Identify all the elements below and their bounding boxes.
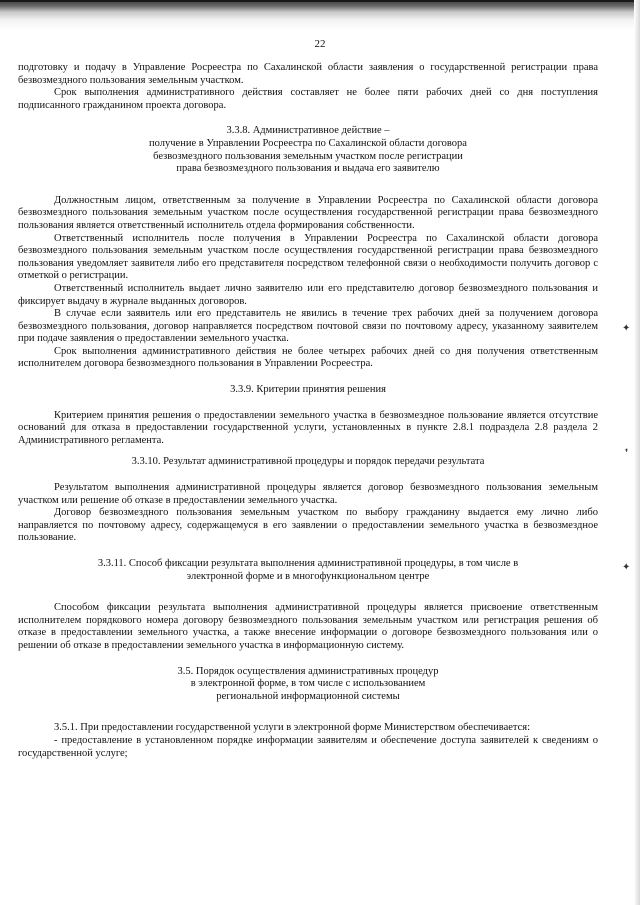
paragraph: Критерием принятия решения о предоставлении земельного участка в безвозмездное пользование является отсутствие оснований для отказа в предоставлении государственной услуги, установленных в пункте 2.8.1 подраздела 2.8 раздела 2 Административного регламента.: [18, 409, 598, 446]
paragraph: 3.5.1. При предоставлении государственной услуги в электронной форме Министерством обеспечивается:: [54, 722, 531, 734]
paragraph: Должностным лицом, ответственным за получение в Управлении Росреестра по Сахалинской области договора безвозмездного пользования земельным участком после осуществления государственной регистрации права безвозмездного пользования является ответственный исполнитель отдела формирования собственности.: [18, 194, 598, 231]
paragraph: Ответственный исполнитель выдает лично заявителю или его представителю договор безвозмездного пользования и фиксирует выдачу в журнале выданных договоров.: [18, 282, 598, 307]
paragraph: Результатом выполнения административной процедуры является договор безвозмездного пользования земельным участком или решение об отказе в предоставлении земельного участка.: [18, 482, 598, 506]
paragraph: Срок выполнения административного действия не более четырех рабочих дней со дня получения ответственным исполнителем договора безвозмездного пользования в Управлении Росреестра.: [18, 345, 598, 370]
section-heading-3-3-8-line: безвозмездного пользования земельным участком после регистрации: [153, 150, 463, 162]
document-body: [18, 62, 598, 760]
paragraph: Способом фиксации результата выполнения административной процедуры является присвоение ответственным исполнителем порядкового номера договору безвозмездного пользования земельным участком или регистрация решения об отказе в предоставлении земельного участка, а также внесение информации о договоре безвозмездного пользования или о решении об отказе в предоставлении земельного участка в информационную систему.: [18, 602, 598, 651]
page-number: 22: [314, 38, 326, 50]
section-heading-3-3-8: 3.3.8. Административное действие –: [226, 125, 390, 137]
section-heading-3-5: 3.5. Порядок осуществления административных процедур: [177, 665, 439, 677]
section-heading-3-3-11: 3.3.11. Способ фиксации результата выполнения административной процедуры, в том числе в: [97, 558, 519, 569]
paragraph: В случае если заявитель или его представитель не явились в течение трех рабочих дней за получением договора безвозмездного пользования, договор направляется посредством почтовой связи по почтовому адресу, указанному заявителем при подаче заявления о предоставлении земельного участка.: [18, 308, 598, 345]
scan-shadow-right: [634, 0, 640, 905]
section-heading-3-3-8-line: права безвозмездного пользования и выдача его заявителю: [176, 163, 440, 175]
section-heading-3-5-line: региональной информационной системы: [216, 690, 400, 702]
section-heading-3-3-11-line: электронной форме и в многофункциональном центре: [186, 570, 430, 582]
paragraph: Ответственный исполнитель после получения в Управлении Росреестра по Сахалинской области договора безвозмездного пользования земельным участком после осуществления государственной регистрации права безвозмездного пользования уведомляет заявителя либо его представителя посредством телефонной связи о необходимости получить договор с отметкой о регистрации.: [18, 232, 598, 282]
scan-artifact-mark: ✦: [622, 562, 631, 573]
paragraph: Срок выполнения административного действия составляет не более пяти рабочих дней со дня поступления подписанного гражданином проекта договора.: [18, 87, 598, 111]
paragraph: Договор безвозмездного пользования земельным участком по выбору гражданину выдается ему лично либо направляется по почтовому адресу, содержащемуся в его заявлении о предоставлении земельного участка в безвозмездное пользование.: [18, 507, 598, 544]
scan-artifact-mark: ❜: [625, 448, 629, 459]
paragraph: подготовку и подачу в Управление Росреестра по Сахалинской области заявления о государственной регистрации права безвозмездного пользования земельным участком.: [18, 62, 598, 86]
scan-shadow-top: [0, 0, 640, 30]
paragraph: - предоставление в установленном порядке информации заявителям и обеспечение доступа заявителей к сведениям о государственной услуге;: [18, 734, 598, 759]
scan-artifact-mark: ✦: [622, 323, 631, 334]
section-heading-3-3-9: 3.3.9. Критерии принятия решения: [230, 384, 386, 396]
section-heading-3-3-10: 3.3.10. Результат административной процедуры и порядок передачи результата: [131, 456, 485, 468]
section-heading-3-5-line: в электронной форме, в том числе с использованием: [190, 678, 426, 690]
section-heading-3-3-8-line: получение в Управлении Росреестра по Сахалинской области договора: [149, 137, 467, 149]
